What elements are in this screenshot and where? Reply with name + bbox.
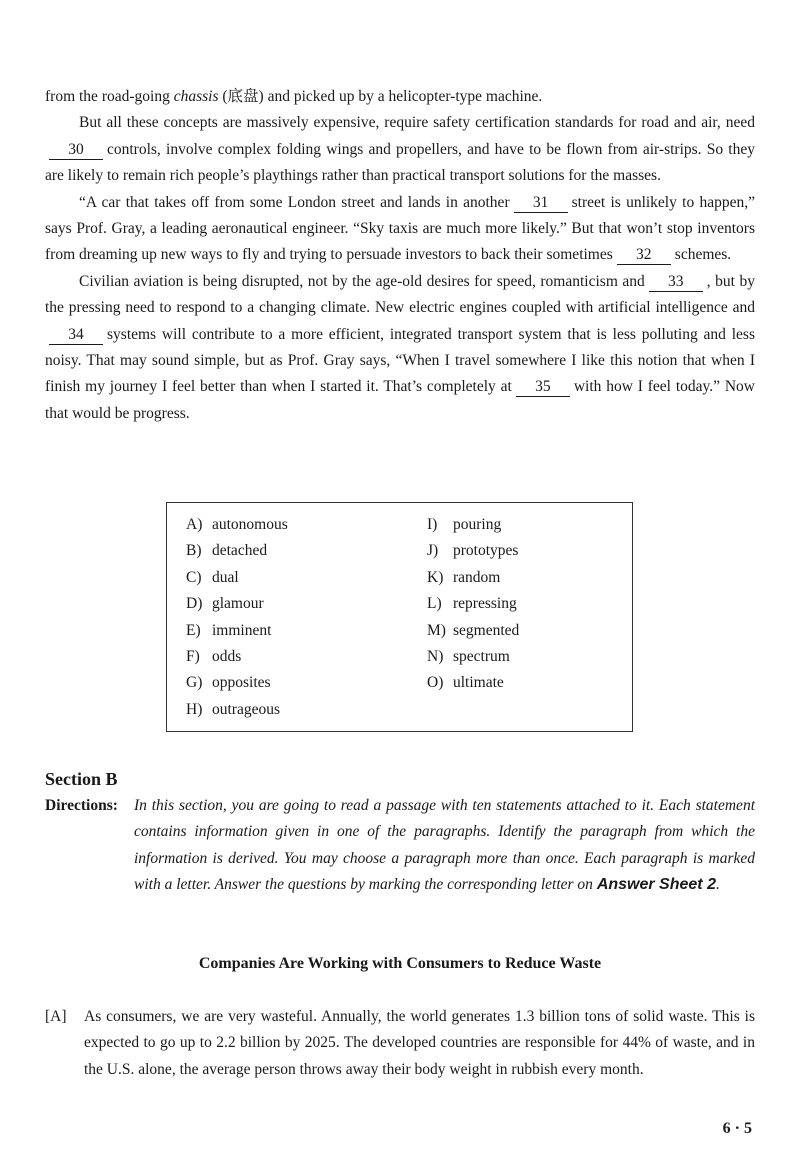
option-letter: F) (186, 648, 200, 666)
option-letter: B) (186, 542, 202, 560)
blank-31: 31 (514, 194, 568, 213)
word-option (186, 591, 288, 617)
word-bank (166, 502, 633, 732)
text: street is unlikely to happen,” says Prof. Gray, a leading aeronautical engineer. “Sky taxis are much more likely.” But that won’t stop inventors from dreaming up new ways to fly and trying to persuade investors to back their sometimes (45, 193, 755, 264)
text: In this section, you are going to read a passage with ten statements attached to it. Each statement contains information given in one of the paragraphs. Identify the paragraph from which the information is derived. You may choose a paragraph more than once. Each paragraph is marked with a letter. Answer the questions by marking the corresponding letter on (134, 797, 755, 894)
word-option (186, 565, 288, 591)
option-letter: E) (186, 621, 201, 639)
text: , but by the pressing need to respond to a changing climate. New electric engines coupled with artificial intelligence and (45, 272, 755, 317)
option-letter: J) (427, 542, 439, 560)
text: “A car that takes off from some London street and lands in another (79, 193, 510, 211)
paragraph-aviation (45, 269, 755, 427)
option-word: spectrum (453, 648, 510, 666)
directions-label: Directions: (45, 797, 118, 814)
word-option (427, 644, 519, 670)
page-number: 6 · 5 (722, 1120, 752, 1137)
option-word: dual (212, 568, 239, 586)
option-word: repressing (453, 595, 517, 613)
option-letter: N) (427, 648, 444, 666)
text: But all these concepts are massively expensive, require safety certification standards for road and air, need (79, 114, 755, 132)
option-word: autonomous (212, 516, 288, 533)
text: with how I feel today.” Now that would be progress. (45, 378, 755, 422)
option-letter: I) (427, 516, 438, 533)
word-option (427, 512, 519, 538)
option-letter: A) (186, 516, 203, 533)
option-letter: M) (427, 621, 446, 639)
word-option (186, 697, 288, 723)
option-word: detached (212, 542, 268, 560)
option-word: opposites (212, 674, 271, 692)
blank-32: 32 (617, 246, 671, 265)
text: controls, involve complex folding wings and propellers, and have to be flown from air-strips. So they are likely to remain rich people’s playthings rather than practical transport solutions for the masses. (45, 140, 755, 185)
word-option (186, 618, 288, 644)
text: Civilian aviation is being disrupted, not by the age-old desires for speed, romanticism and (79, 272, 645, 290)
option-word: random (453, 568, 501, 586)
blank-35: 35 (516, 378, 570, 397)
word-option (186, 512, 288, 538)
option-word: ultimate (453, 674, 504, 692)
paragraph-london (45, 190, 755, 269)
paragraph-body: As consumers, we are very wasteful. Annually, the world generates 1.3 billion tons of solid waste. This is expected to go up to 2.2 billion by 2025. The developed countries are responsible for 44% of waste, and in the U.S. alone, the average person throws away their body weight in rubbish every month. (84, 1008, 755, 1078)
option-word: glamour (212, 595, 264, 613)
text: from the road-going (45, 88, 170, 105)
answer-sheet-label: Answer Sheet 2 (596, 876, 716, 894)
word-option (427, 565, 519, 591)
passage-title: Companies Are Working with Consumers to Reduce Waste (198, 955, 602, 972)
option-word: prototypes (453, 542, 519, 560)
option-letter: O) (427, 674, 444, 692)
option-letter: H) (186, 700, 203, 718)
word-option (186, 538, 288, 564)
blank-34: 34 (49, 326, 103, 345)
word-option (186, 644, 288, 670)
text: . (715, 876, 720, 894)
blank-33: 33 (649, 273, 703, 292)
word-option (427, 538, 519, 564)
directions (45, 793, 755, 899)
word-bank-left-column (186, 512, 288, 723)
word-option (427, 591, 519, 617)
word-option (427, 618, 519, 644)
option-word: odds (212, 648, 242, 666)
option-word: imminent (212, 621, 272, 639)
paragraph-chassis (45, 84, 755, 110)
passage-section-a (45, 84, 755, 427)
section-b (45, 766, 755, 899)
option-word: outrageous (212, 700, 281, 718)
word-option (427, 670, 519, 696)
option-word: segmented (453, 621, 520, 639)
paragraph-concepts (45, 110, 755, 189)
paragraph-marker: [A] (45, 1008, 67, 1025)
option-word: pouring (453, 516, 502, 533)
option-letter: G) (186, 674, 203, 692)
option-letter: K) (427, 568, 444, 586)
italic-term: chassis (173, 88, 219, 105)
word-bank-right-column (427, 512, 519, 697)
option-letter: D) (186, 595, 203, 613)
paragraph-a (45, 1004, 755, 1083)
text: schemes. (674, 246, 732, 264)
option-letter: L) (427, 595, 442, 613)
word-option (186, 670, 288, 696)
directions-text (134, 793, 755, 899)
blank-30: 30 (49, 141, 103, 160)
section-title: Section B (45, 769, 118, 789)
text: (底盘) and picked up by a helicopter-type machine. (222, 88, 543, 105)
option-letter: C) (186, 568, 202, 586)
text: systems will contribute to a more efficient, integrated transport system that is less polluting and less noisy. That may sound simple, but as Prof. Gray says, “When I travel somewhere I like this notion that when I finish my journey I feel better than when I started it. That’s completely at (45, 325, 755, 396)
